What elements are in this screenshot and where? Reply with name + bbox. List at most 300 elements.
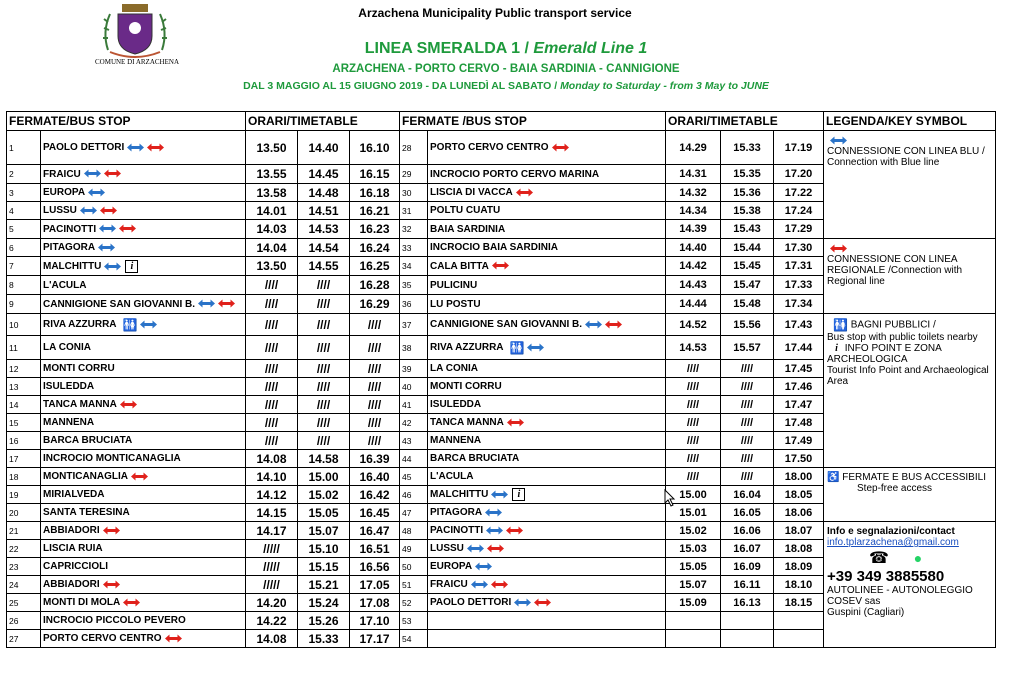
stop-cell: [428, 336, 666, 360]
stop-cell: [428, 486, 666, 504]
stop-cell: [428, 257, 666, 276]
departure-time: /////: [246, 540, 298, 558]
stop-number: 30: [400, 184, 428, 202]
departure-time: 16.06: [721, 522, 774, 540]
stop-cell: [428, 414, 666, 432]
stop-number: 47: [400, 504, 428, 522]
stop-cell: [428, 540, 666, 558]
phone-icon: ☎: [869, 550, 889, 567]
stop-name: INCROCIO PORTO CERVO MARINA: [430, 168, 600, 180]
departure-time: ////: [246, 276, 298, 295]
departure-time: ////: [298, 314, 350, 336]
stop-name: MALCHITTU: [430, 489, 489, 501]
departure-time: 14.01: [246, 202, 298, 220]
stop-name: EUROPA: [43, 187, 86, 198]
stop-cell: [41, 184, 246, 202]
departure-time: ////: [350, 414, 400, 432]
stop-cell: [428, 450, 666, 468]
stop-number: 35: [400, 276, 428, 295]
departure-time: 14.22: [246, 612, 298, 630]
header: [0, 0, 1012, 108]
route-title: ARZACHENA - PORTO CERVO - BAIA SARDINIA - CANNIGIONE: [332, 63, 680, 75]
departure-time: 15.01: [666, 504, 721, 522]
departure-time: 16.13: [721, 594, 774, 612]
departure-time: [666, 630, 721, 648]
departure-time: 15.02: [298, 486, 350, 504]
departure-time: 14.42: [666, 257, 721, 276]
stop-name: INCROCIO PICCOLO PEVERO: [43, 615, 186, 626]
stop-number: 15: [7, 414, 41, 432]
stop-name: PAOLO DETTORI: [43, 142, 125, 153]
line-title: LINEA SMERALDA 1 / Emerald Line 1: [364, 40, 648, 57]
stop-name: EUROPA: [430, 561, 473, 572]
contact-email-link[interactable]: info.tplarzachena@gmail.com: [827, 537, 959, 548]
departure-time: 16.07: [721, 540, 774, 558]
departure-time: [721, 612, 774, 630]
departure-time: 14.29: [666, 131, 721, 165]
stop-name: PORTO CERVO CENTRO: [430, 142, 549, 153]
blue-line-arrow-icon: [88, 188, 105, 197]
departure-time: 16.45: [350, 504, 400, 522]
stop-cell: [41, 558, 246, 576]
stop-name: FRAICU: [430, 579, 468, 590]
stop-name: MONTICANAGLIA: [43, 471, 128, 482]
stop-cell: [41, 360, 246, 378]
departure-time: 14.54: [298, 239, 350, 257]
departure-time: 17.47: [774, 396, 824, 414]
stop-cell: [41, 630, 246, 648]
blue-line-arrow-icon: [491, 490, 508, 499]
departure-time: 14.53: [666, 336, 721, 360]
departure-time: [774, 612, 824, 630]
stop-name: PACINOTTI: [43, 223, 97, 235]
departure-time: 15.10: [298, 540, 350, 558]
departure-time: ////: [721, 468, 774, 486]
stop-cell: [41, 202, 246, 220]
departure-time: ////: [666, 396, 721, 414]
stop-name: POLTU CUATU: [430, 205, 501, 216]
stop-name: MIRIALVEDA: [43, 489, 105, 500]
stop-name: LISCIA DI VACCA: [430, 187, 513, 198]
departure-time: 14.31: [666, 165, 721, 184]
departure-time: 15.45: [721, 257, 774, 276]
stop-cell: [428, 576, 666, 594]
stop-name: LUSSU: [430, 543, 464, 554]
departure-time: ////: [246, 378, 298, 396]
stop-cell: [41, 432, 246, 450]
departure-time: [666, 612, 721, 630]
stop-number: 4: [7, 202, 41, 220]
departure-time: 17.19: [774, 131, 824, 165]
stop-number: 13: [7, 378, 41, 396]
stop-cell: [428, 295, 666, 314]
stop-cell: [428, 220, 666, 239]
stop-name: FRAICU: [43, 168, 81, 180]
stop-cell: [428, 378, 666, 396]
stop-name: PORTO CERVO CENTRO: [43, 633, 162, 644]
departure-time: 15.38: [721, 202, 774, 220]
stop-name: MONTI CORRU: [43, 363, 115, 374]
red-line-arrow-icon: [507, 418, 524, 427]
stop-cell: [41, 612, 246, 630]
departure-time: 15.05: [298, 504, 350, 522]
departure-time: 16.10: [350, 131, 400, 165]
legend-cell: [824, 468, 996, 522]
stop-number: 2: [7, 165, 41, 184]
toilets-icon: 🚻: [833, 318, 848, 332]
blue-line-arrow-icon: [99, 224, 116, 233]
departure-time: 16.39: [350, 450, 400, 468]
stop-cell: [41, 295, 246, 314]
stop-number: 49: [400, 540, 428, 558]
stop-name: LISCIA RUIA: [43, 543, 103, 554]
stop-cell: [41, 522, 246, 540]
red-line-arrow-icon: [492, 261, 509, 270]
stop-cell: [428, 468, 666, 486]
info-point-icon: i: [835, 343, 838, 354]
stop-number: 20: [7, 504, 41, 522]
departure-time: 15.36: [721, 184, 774, 202]
departure-time: ////: [246, 432, 298, 450]
stop-cell: [41, 314, 246, 336]
departure-time: 14.40: [666, 239, 721, 257]
departure-time: 16.18: [350, 184, 400, 202]
stop-cell: [41, 378, 246, 396]
departure-time: 14.08: [246, 450, 298, 468]
timetable-header-right: ORARI/TIMETABLE: [666, 112, 824, 131]
stop-number: 48: [400, 522, 428, 540]
departure-time: 15.07: [666, 576, 721, 594]
stop-number: 5: [7, 220, 41, 239]
departure-time: 16.04: [721, 486, 774, 504]
red-line-arrow-icon: [103, 580, 120, 589]
toilets-icon: 🚻: [509, 340, 525, 355]
blue-line-arrow-icon: [585, 320, 602, 329]
stop-cell: [41, 594, 246, 612]
blue-line-arrow-icon: [486, 526, 503, 535]
stop-number: 29: [400, 165, 428, 184]
departure-time: 15.48: [721, 295, 774, 314]
stop-cell: [428, 558, 666, 576]
legend-blue: CONNESSIONE CON LINEA BLU / Connection with Blue line: [827, 135, 992, 168]
stop-cell: [41, 576, 246, 594]
departure-time: 15.07: [298, 522, 350, 540]
departure-time: 16.47: [350, 522, 400, 540]
departure-time: 17.30: [774, 239, 824, 257]
stop-name: PAOLO DETTORI: [430, 597, 512, 608]
wheelchair-icon: ♿: [827, 472, 840, 483]
legend-header: LEGENDA/KEY SYMBOL: [824, 112, 996, 131]
departure-time: 17.20: [774, 165, 824, 184]
stop-name: PITAGORA: [430, 507, 483, 518]
stop-name: LU POSTU: [430, 298, 481, 310]
departure-time: 17.31: [774, 257, 824, 276]
departure-time: 14.58: [298, 450, 350, 468]
departure-time: ////: [298, 414, 350, 432]
stop-number: 14: [7, 396, 41, 414]
departure-time: ////: [246, 414, 298, 432]
departure-time: 15.15: [298, 558, 350, 576]
red-line-arrow-icon: [147, 143, 164, 152]
departure-time: 13.50: [246, 131, 298, 165]
departure-time: 17.44: [774, 336, 824, 360]
blue-line-arrow-icon: [127, 143, 144, 152]
stop-number: 10: [7, 314, 41, 336]
stop-name: BARCA BRUCIATA: [430, 453, 520, 464]
stop-header-left: FERMATE/BUS STOP: [7, 112, 246, 131]
timetable-header-left: ORARI/TIMETABLE: [246, 112, 400, 131]
legend-red: CONNESSIONE CON LINEA REGIONALE /Connection with Regional line: [827, 243, 992, 287]
stop-name: MONTI CORRU: [430, 381, 502, 392]
stop-cell: [41, 504, 246, 522]
stop-name: RIVA AZZURRA: [43, 319, 117, 331]
departure-time: 13.58: [246, 184, 298, 202]
stop-cell: [428, 276, 666, 295]
stop-number: 38: [400, 336, 428, 360]
departure-time: ////: [721, 450, 774, 468]
stop-name: ABBIADORI: [43, 579, 100, 590]
stop-cell: [428, 504, 666, 522]
blue-line-arrow-icon: [830, 136, 847, 145]
red-line-arrow-icon: [165, 634, 182, 643]
stop-name: TANCA MANNA: [43, 399, 117, 410]
departure-time: 14.20: [246, 594, 298, 612]
stop-name: TANCA MANNA: [430, 417, 504, 428]
red-line-arrow-icon: [487, 544, 504, 553]
departure-time: 16.05: [721, 504, 774, 522]
departure-time: 14.08: [246, 630, 298, 648]
departure-time: ////: [246, 314, 298, 336]
departure-time: 14.43: [666, 276, 721, 295]
departure-time: 17.46: [774, 378, 824, 396]
stop-cell: [428, 131, 666, 165]
departure-time: ////: [721, 378, 774, 396]
departure-time: 18.08: [774, 540, 824, 558]
date-range: DAL 3 MAGGIO AL 15 GIUGNO 2019 - DA LUNEDÌ AL SABATO / Monday to Saturday - from 3 May to JUNE: [243, 80, 769, 92]
departure-time: 16.56: [350, 558, 400, 576]
stop-cell: [41, 257, 246, 276]
departure-time: 18.07: [774, 522, 824, 540]
stop-cell: [428, 202, 666, 220]
blue-line-arrow-icon: [140, 320, 157, 329]
stop-cell: [41, 165, 246, 184]
logo-caption: COMUNE DI ARZACHENA: [95, 58, 179, 66]
stop-number: 11: [7, 336, 41, 360]
red-line-arrow-icon: [552, 143, 569, 152]
departure-time: /////: [246, 576, 298, 594]
departure-time: ////: [721, 360, 774, 378]
mouse-cursor-icon: [664, 489, 676, 507]
toilets-icon: 🚻: [122, 317, 138, 332]
stop-number: 3: [7, 184, 41, 202]
stop-cell: [428, 432, 666, 450]
blue-line-arrow-icon: [198, 299, 215, 308]
stop-name: ISULEDDA: [430, 399, 482, 410]
stop-number: 25: [7, 594, 41, 612]
stop-name: CAPRICCIOLI: [43, 561, 108, 572]
departure-time: 14.39: [666, 220, 721, 239]
stop-name: SANTA TERESINA: [43, 507, 130, 518]
red-line-arrow-icon: [516, 188, 533, 197]
red-line-arrow-icon: [491, 580, 508, 589]
stop-name: INCROCIO BAIA SARDINIA: [430, 242, 558, 253]
departure-time: 15.47: [721, 276, 774, 295]
stop-name: L'ACULA: [43, 279, 87, 291]
service-title: Arzachena Municipality Public transport service: [358, 6, 632, 20]
legend-cell: [824, 239, 996, 314]
departure-time: ////: [350, 360, 400, 378]
stop-number: 34: [400, 257, 428, 276]
departure-time: 16.09: [721, 558, 774, 576]
stop-number: 42: [400, 414, 428, 432]
departure-time: 14.53: [298, 220, 350, 239]
stop-number: 41: [400, 396, 428, 414]
timetable-row: [7, 468, 996, 486]
red-line-arrow-icon: [830, 244, 847, 253]
departure-time: 17.22: [774, 184, 824, 202]
departure-time: 16.24: [350, 239, 400, 257]
departure-time: 18.09: [774, 558, 824, 576]
stop-number: 16: [7, 432, 41, 450]
stop-number: 43: [400, 432, 428, 450]
departure-time: ////: [350, 396, 400, 414]
departure-time: 14.45: [298, 165, 350, 184]
stop-cell: [428, 630, 666, 648]
departure-time: 18.10: [774, 576, 824, 594]
stop-cell: [428, 522, 666, 540]
departure-time: 14.51: [298, 202, 350, 220]
departure-time: 14.10: [246, 468, 298, 486]
departure-time: ////: [666, 432, 721, 450]
departure-time: 17.43: [774, 314, 824, 336]
red-line-arrow-icon: [506, 526, 523, 535]
stop-cell: [428, 612, 666, 630]
departure-time: 17.08: [350, 594, 400, 612]
departure-time: 15.57: [721, 336, 774, 360]
departure-time: 15.24: [298, 594, 350, 612]
departure-time: 16.28: [350, 276, 400, 295]
stop-name: MONTI DI MOLA: [43, 597, 121, 608]
departure-time: 16.21: [350, 202, 400, 220]
stop-number: 52: [400, 594, 428, 612]
departure-time: 17.45: [774, 360, 824, 378]
departure-time: 17.49: [774, 432, 824, 450]
stop-cell: [41, 450, 246, 468]
departure-time: 14.52: [666, 314, 721, 336]
departure-time: 16.51: [350, 540, 400, 558]
departure-time: 15.56: [721, 314, 774, 336]
stop-cell: [41, 540, 246, 558]
red-line-arrow-icon: [104, 169, 121, 178]
departure-time: ////: [298, 396, 350, 414]
blue-line-arrow-icon: [514, 598, 531, 607]
departure-time: 17.29: [774, 220, 824, 239]
red-line-arrow-icon: [103, 526, 120, 535]
departure-time: ////: [350, 314, 400, 336]
stop-number: 12: [7, 360, 41, 378]
departure-time: ////: [298, 432, 350, 450]
stop-number: 36: [400, 295, 428, 314]
departure-time: 18.05: [774, 486, 824, 504]
departure-time: ////: [666, 450, 721, 468]
stop-number: 24: [7, 576, 41, 594]
stop-name: CALA BITTA: [430, 260, 489, 272]
departure-time: 17.33: [774, 276, 824, 295]
blue-line-arrow-icon: [527, 343, 544, 352]
departure-time: 14.44: [666, 295, 721, 314]
info-point-icon: i: [512, 488, 525, 501]
blue-line-arrow-icon: [475, 562, 492, 571]
stop-name: CANNIGIONE SAN GIOVANNI B.: [430, 319, 583, 330]
departure-time: 15.00: [666, 486, 721, 504]
stop-cell: [41, 239, 246, 257]
blue-line-arrow-icon: [80, 206, 97, 215]
departure-time: 16.11: [721, 576, 774, 594]
stop-number: 44: [400, 450, 428, 468]
stop-cell: [428, 165, 666, 184]
departure-time: 15.26: [298, 612, 350, 630]
stop-number: 6: [7, 239, 41, 257]
timetable-row: [7, 239, 996, 257]
departure-time: 15.02: [666, 522, 721, 540]
stop-name: PITAGORA: [43, 242, 96, 253]
departure-time: 15.09: [666, 594, 721, 612]
stop-cell: [41, 486, 246, 504]
departure-time: ////: [666, 360, 721, 378]
stop-number: 54: [400, 630, 428, 648]
departure-time: 14.15: [246, 504, 298, 522]
blue-line-arrow-icon: [471, 580, 488, 589]
stop-number: 21: [7, 522, 41, 540]
stop-cell: [41, 468, 246, 486]
departure-time: 14.55: [298, 257, 350, 276]
departure-time: 16.42: [350, 486, 400, 504]
blue-line-arrow-icon: [104, 262, 121, 271]
departure-time: 14.04: [246, 239, 298, 257]
stop-number: 40: [400, 378, 428, 396]
departure-time: 15.43: [721, 220, 774, 239]
stop-number: 31: [400, 202, 428, 220]
departure-time: 14.03: [246, 220, 298, 239]
timetable-row: [7, 131, 996, 165]
departure-time: 16.29: [350, 295, 400, 314]
stop-name: LA CONIA: [43, 342, 91, 353]
stop-number: 51: [400, 576, 428, 594]
departure-time: 15.35: [721, 165, 774, 184]
stop-number: 50: [400, 558, 428, 576]
departure-time: 14.32: [666, 184, 721, 202]
red-line-arrow-icon: [605, 320, 622, 329]
stop-number: 27: [7, 630, 41, 648]
departure-time: ////: [246, 295, 298, 314]
departure-time: [721, 630, 774, 648]
departure-time: 18.06: [774, 504, 824, 522]
stop-number: 8: [7, 276, 41, 295]
stop-name: L'ACULA: [430, 471, 474, 482]
departure-time: ////: [666, 468, 721, 486]
stop-cell: [41, 131, 246, 165]
departure-time: 15.00: [298, 468, 350, 486]
stop-header-right: FERMATE /BUS STOP: [400, 112, 666, 131]
stop-cell: [428, 396, 666, 414]
departure-time: 18.15: [774, 594, 824, 612]
departure-time: 16.40: [350, 468, 400, 486]
departure-time: 15.03: [666, 540, 721, 558]
departure-time: 17.24: [774, 202, 824, 220]
stop-cell: [41, 220, 246, 239]
stop-name: PACINOTTI: [430, 525, 484, 536]
departure-time: ////: [298, 336, 350, 360]
